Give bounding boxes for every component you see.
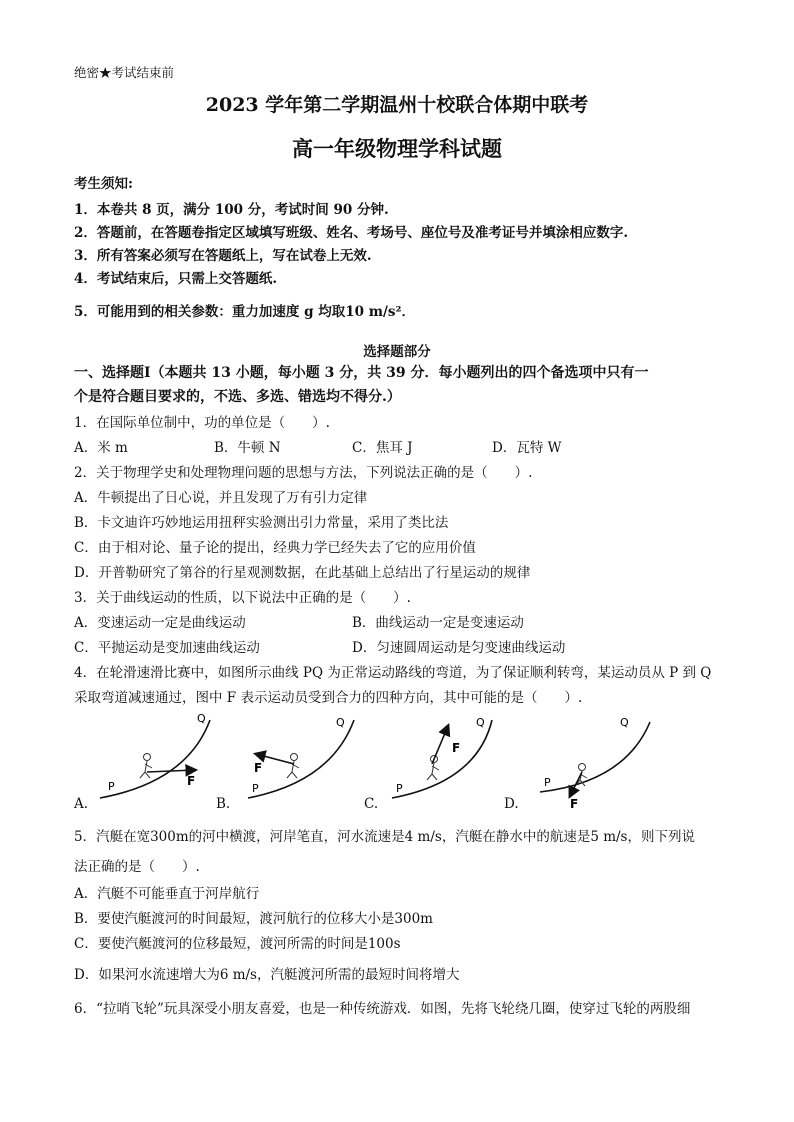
track-curve <box>540 722 650 792</box>
force-arrow <box>147 770 195 772</box>
point-p-label: P <box>396 782 403 795</box>
confidential-label: 绝密★考试结束前 <box>74 65 175 80</box>
notice-heading: 考生须知: <box>74 176 133 192</box>
question-stem: 3．关于曲线运动的性质，以下说法中正确的是（ ）. <box>74 590 411 606</box>
section-title: 选择题部分 <box>363 344 431 360</box>
force-label: F <box>254 761 263 775</box>
section-intro: 个是符合题目要求的，不选、多选、错选均不得分.） <box>74 389 401 405</box>
option-d: D．瓦特 W <box>492 440 562 456</box>
option-c: C．要使汽艇渡河的位移最短，渡河所需的时间是100s <box>74 936 401 952</box>
option-b: B．牛顿 N <box>214 440 281 456</box>
notice-item: 5．可能用到的相关参数：重力加速度 g 均取10 m/s²． <box>74 304 415 320</box>
point-p-label: P <box>544 776 551 789</box>
skater-icon <box>140 754 152 779</box>
track-curve <box>392 720 492 798</box>
figure-d <box>530 712 690 812</box>
point-p-label: P <box>108 780 115 793</box>
option-a: A．汽艇不可能垂直于河岸航行 <box>74 886 260 902</box>
question-stem: 4．在轮滑速滑比赛中，如图所示曲线 PQ 为正常运动路线的弯道，为了保证顺利转弯，某运动员从 P 到 Q <box>74 665 712 681</box>
question-stem: 2．关于物理学史和处理物理问题的思想与方法，下列说法正确的是（ ）. <box>74 465 533 481</box>
skater-icon <box>287 754 299 779</box>
point-q-label: Q <box>620 716 629 729</box>
option-a: A．变速运动一定是曲线运动 <box>74 615 246 631</box>
option-d: D．匀速圆周运动是匀变速曲线运动 <box>352 640 566 656</box>
exam-subtitle: 高一年级物理学科试题 <box>292 136 502 161</box>
point-q-label: Q <box>197 712 206 725</box>
option-a: A．米 m <box>74 440 128 456</box>
force-label: F <box>452 741 461 755</box>
option-b: B．曲线运动一定是变速运动 <box>352 615 524 631</box>
question-stem: 1．在国际单位制中，功的单位是（ ）. <box>74 415 330 431</box>
notice-item: 1．本卷共 8 页，满分 100 分，考试时间 90 分钟. <box>74 202 389 218</box>
exam-title: 2023 学年第二学期温州十校联合体期中联考 <box>205 94 589 116</box>
force-label: F <box>187 774 196 788</box>
point-q-label: Q <box>336 716 345 729</box>
option-b: B．卡文迪许巧妙地运用扭秤实验测出引力常量，采用了类比法 <box>74 515 449 531</box>
skater-icon <box>427 756 439 781</box>
option-c: C．由于相对论、量子论的提出，经典力学已经失去了它的应用价值 <box>74 540 476 556</box>
notice-item: 3．所有答案必须写在答题纸上，写在试卷上无效. <box>74 248 372 264</box>
force-label: F <box>570 797 579 811</box>
point-p-label: P <box>252 782 259 795</box>
force-arrow <box>432 726 448 764</box>
option-d: D．开普勒研究了第谷的行星观测数据，在此基础上总结出了行星运动的规律 <box>74 565 531 581</box>
question-stem: 5．汽艇在宽300m的河中横渡，河岸笔直，河水流速是4 m/s，汽艇在静水中的航速是5 m/s，则下列说 <box>74 829 695 845</box>
option-c: C．平抛运动是变加速曲线运动 <box>74 640 260 656</box>
track-curve <box>248 720 354 798</box>
notice-item: 2．答题前，在答题卷指定区域填写班级、姓名、考场号、座位号及准考证号并填涂相应数字. <box>74 225 629 241</box>
figure-label-a: A. <box>74 796 89 812</box>
question-stem: 采取弯道减速通过，图中 F 表示运动员受到合力的四种方向，其中可能的是（ ）. <box>74 690 583 706</box>
option-c: C．焦耳 J <box>352 440 413 456</box>
notice-item: 4．考试结束后，只需上交答题纸. <box>74 271 278 287</box>
option-a: A．牛顿提出了日心说，并且发现了万有引力定律 <box>74 490 368 506</box>
figure-label-d: D. <box>504 796 519 812</box>
point-q-label: Q <box>476 716 485 729</box>
option-b: B．要使汽艇渡河的时间最短，渡河航行的位移大小是300m <box>74 911 433 927</box>
figure-label-b: B. <box>216 796 231 812</box>
option-d: D．如果河水流速增大为6 m/s，汽艇渡河所需的最短时间将增大 <box>74 967 460 983</box>
question-stem: 法正确的是（ ）. <box>74 859 200 875</box>
section-intro: 一、选择题Ⅰ（本题共 13 小题，每小题 3 分，共 39 分．每小题列出的四个备选项中只有一 <box>74 365 649 381</box>
question-stem: 6．“拉哨飞轮”玩具深受小朋友喜爱，也是一种传统游戏．如图，先将飞轮绕几圈，使穿过飞轮的两股细 <box>74 1001 691 1017</box>
figure-label-c: C. <box>364 796 379 812</box>
